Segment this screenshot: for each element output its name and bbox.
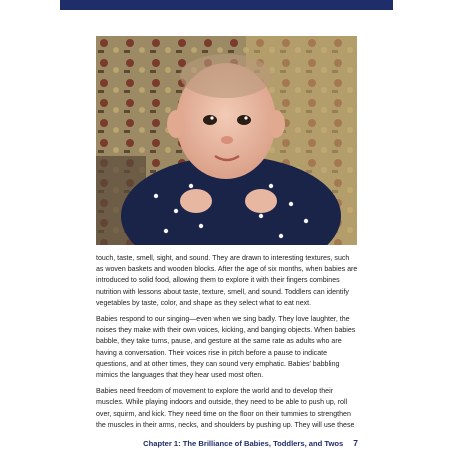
paragraph-1: touch, taste, smell, sight, and sound. They are drawn to interesting textures, such as woven baskets and wooden blocks. After the age of six months, when babies are introduced to solid food, allowing them to explore it with their fingers combines nutrition with lessons about taste, texture, smell, and sound. Toddlers can identify vegetables by taste, color, and shape as they select what to eat next. — [96, 255, 358, 307]
page-footer — [96, 438, 358, 448]
chapter-title: Chapter 1: The Brilliance of Babies, Toddlers, and Twos — [143, 439, 344, 448]
header-bar — [60, 0, 393, 10]
paragraph-2: Babies respond to our singing—even when we sing badly. They love laughter, the noises they make with their own voices, kicking, and banging objects. When babies babble, they take turns, pause, and gesture at the same rate as adults who are having a conversation. Their voices rise in pitch before a pause to indicate questions, and at other times, they can sound very emphatic. Babies' babbling mimics the languages that they hear used most often. — [96, 316, 356, 380]
page-number: 7 — [353, 438, 358, 448]
baby-photo-icon — [96, 36, 357, 245]
baby-photo — [96, 36, 357, 245]
paragraph-3: Babies need freedom of movement to explore the world and to develop their muscles. While playing indoors and outside, they need to be able to push up, roll over, squirm, and kick. They need time on the floor on their tummies to strengthen the muscles in their arms, necks, and shoulders by pushing up. They will use these — [96, 388, 355, 429]
body-text — [96, 253, 358, 436]
